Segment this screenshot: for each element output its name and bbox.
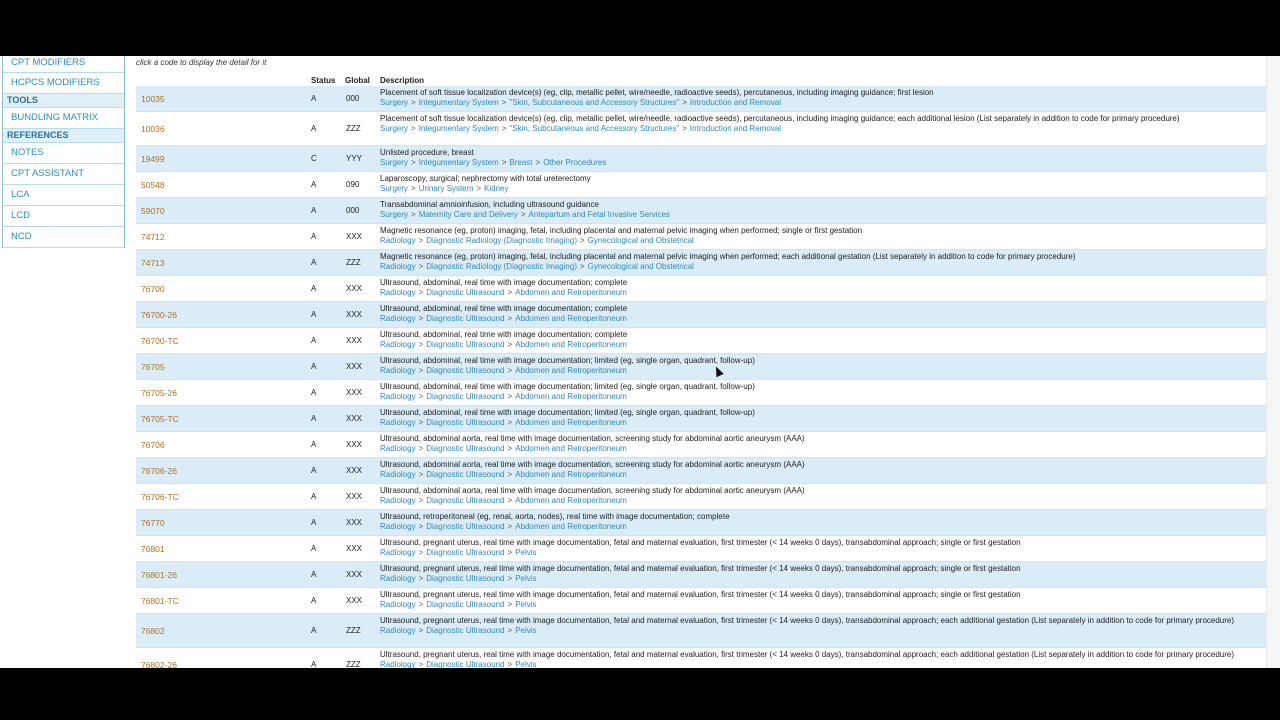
description-text: Ultrasound, abdominal, real time with image documentation; limited (eg, single organ, quadrant, follow-up) bbox=[380, 408, 755, 417]
breadcrumb-link[interactable]: Diagnostic Ultrasound bbox=[426, 573, 505, 583]
breadcrumb-link[interactable]: "Skin, Subcutaneous and Accessory Structures" bbox=[509, 97, 680, 107]
description-cell bbox=[380, 356, 1260, 376]
breadcrumb bbox=[380, 210, 1260, 220]
sidebar-item-lca[interactable]: LCA bbox=[3, 185, 124, 206]
table-row bbox=[136, 614, 1266, 648]
status-cell: A bbox=[311, 180, 317, 189]
breadcrumb-separator: > bbox=[418, 261, 424, 271]
table-row bbox=[136, 510, 1266, 536]
breadcrumb-link[interactable]: Diagnostic Ultrasound bbox=[426, 625, 505, 635]
breadcrumb-separator: > bbox=[507, 443, 513, 453]
description-text: Ultrasound, retroperitoneal (eg, renal, aorta, nodes), real time with image documentation; complete bbox=[380, 512, 730, 521]
breadcrumb-separator: > bbox=[507, 521, 513, 531]
description-cell bbox=[380, 460, 1260, 480]
codes-table bbox=[136, 86, 1266, 668]
global-cell: 000 bbox=[346, 206, 360, 215]
table-row bbox=[136, 458, 1266, 484]
table-row bbox=[136, 536, 1266, 562]
breadcrumb bbox=[380, 660, 1260, 669]
description-text: Placement of soft tissue localization device(s) (eg, clip, metallic pellet, wire/needle, radioactive seeds), percutaneous, including imaging guidance; each additional lesion (List separately in addition to code for primary procedure) bbox=[380, 114, 1180, 123]
breadcrumb-link[interactable]: Diagnostic Ultrasound bbox=[426, 659, 505, 668]
breadcrumb bbox=[380, 98, 1260, 108]
instruction-text: click a code to display the detail for it bbox=[136, 58, 267, 67]
breadcrumb-separator: > bbox=[501, 157, 507, 167]
breadcrumb-link[interactable]: Other Procedures bbox=[543, 157, 607, 167]
code-link[interactable]: 76705-TC bbox=[141, 413, 179, 424]
breadcrumb-link[interactable]: Radiology bbox=[380, 287, 416, 297]
breadcrumb bbox=[380, 496, 1260, 506]
breadcrumb bbox=[380, 288, 1260, 298]
breadcrumb-link[interactable]: Surgery bbox=[380, 157, 409, 167]
description-text: Ultrasound, abdominal, real time with image documentation; complete bbox=[380, 304, 628, 313]
table-row bbox=[136, 276, 1266, 302]
code-link[interactable]: 50548 bbox=[141, 179, 165, 190]
global-cell: YYY bbox=[346, 154, 363, 163]
code-link[interactable]: 76802-26 bbox=[141, 659, 177, 668]
breadcrumb-separator: > bbox=[507, 287, 513, 297]
breadcrumb bbox=[380, 444, 1260, 454]
table-row bbox=[136, 302, 1266, 328]
global-cell: XXX bbox=[346, 414, 363, 423]
breadcrumb-link[interactable]: Radiology bbox=[380, 339, 416, 349]
breadcrumb bbox=[380, 522, 1260, 532]
breadcrumb bbox=[380, 548, 1260, 558]
sidebar-nav bbox=[2, 56, 125, 248]
breadcrumb-link[interactable]: Abdomen and Retroperitoneum bbox=[515, 495, 627, 505]
description-text: Ultrasound, pregnant uterus, real time with image documentation, fetal and maternal evaluation, first trimester (< 14 weeks 0 days), transabdominal approach; each additional gestation (List separately in addition to code for primary procedure) bbox=[380, 650, 1235, 659]
global-cell: ZZZ bbox=[346, 124, 361, 133]
breadcrumb-separator: > bbox=[418, 659, 424, 668]
description-text: Ultrasound, pregnant uterus, real time with image documentation, fetal and maternal evaluation, first trimester (< 14 weeks 0 days), transabdominal approach; single or first gestation bbox=[380, 538, 1021, 547]
code-link[interactable]: 76700-26 bbox=[141, 309, 177, 320]
breadcrumb-separator: > bbox=[418, 391, 424, 401]
status-cell: C bbox=[311, 154, 317, 163]
breadcrumb-separator: > bbox=[580, 261, 585, 271]
breadcrumb-link[interactable]: Radiology bbox=[380, 417, 416, 427]
breadcrumb-link[interactable]: Radiology bbox=[380, 443, 416, 453]
description-cell bbox=[380, 174, 1260, 194]
breadcrumb-link[interactable]: Surgery bbox=[380, 209, 409, 219]
breadcrumb-link[interactable]: Radiology bbox=[380, 599, 416, 609]
global-cell: ZZZ bbox=[346, 258, 361, 267]
breadcrumb-link[interactable]: Diagnostic Ultrasound bbox=[426, 443, 505, 453]
global-cell: XXX bbox=[346, 570, 363, 579]
breadcrumb-separator: > bbox=[476, 183, 482, 193]
code-link[interactable]: 74713 bbox=[141, 257, 165, 268]
breadcrumb bbox=[380, 574, 1260, 584]
code-link[interactable]: 76802 bbox=[141, 625, 165, 636]
breadcrumb-link[interactable]: Diagnostic Ultrasound bbox=[426, 599, 505, 609]
status-cell: A bbox=[311, 440, 317, 449]
breadcrumb-link[interactable]: Diagnostic Ultrasound bbox=[426, 313, 505, 323]
breadcrumb-link[interactable]: Integumentary System bbox=[418, 123, 499, 133]
global-cell: XXX bbox=[346, 466, 363, 475]
description-cell bbox=[380, 382, 1260, 402]
description-text: Ultrasound, pregnant uterus, real time with image documentation, fetal and maternal evaluation, first trimester (< 14 weeks 0 days), transabdominal approach; each additional gestation (List separately in addition to code for primary procedure) bbox=[380, 616, 1235, 625]
breadcrumb-link[interactable]: Pelvis bbox=[515, 573, 537, 583]
breadcrumb-separator: > bbox=[418, 287, 424, 297]
breadcrumb bbox=[380, 600, 1260, 610]
breadcrumb-link[interactable]: Maternity Care and Delivery bbox=[418, 209, 518, 219]
table-row bbox=[136, 86, 1266, 112]
breadcrumb-separator: > bbox=[682, 123, 687, 133]
global-cell: 000 bbox=[346, 94, 360, 103]
sidebar-item-bundling-matrix[interactable]: BUNDLING MATRIX bbox=[3, 108, 124, 129]
breadcrumb-link[interactable]: Diagnostic Ultrasound bbox=[426, 339, 505, 349]
breadcrumb-separator: > bbox=[418, 339, 424, 349]
breadcrumb-link[interactable]: Diagnostic Ultrasound bbox=[426, 365, 505, 375]
breadcrumb-separator: > bbox=[418, 573, 424, 583]
breadcrumb-link[interactable]: Abdomen and Retroperitoneum bbox=[515, 313, 627, 323]
global-cell: XXX bbox=[346, 544, 363, 553]
table-row bbox=[136, 648, 1266, 668]
breadcrumb-link[interactable]: Kidney bbox=[484, 183, 509, 193]
description-text: Unlisted procedure, breast bbox=[380, 148, 474, 157]
breadcrumb-link[interactable]: Introduction and Removal bbox=[689, 123, 782, 133]
global-cell: XXX bbox=[346, 492, 363, 501]
sidebar-item-notes[interactable]: NOTES bbox=[3, 143, 124, 164]
description-text: Ultrasound, pregnant uterus, real time with image documentation, fetal and maternal evaluation, first trimester (< 14 weeks 0 days), transabdominal approach; single or first gestation bbox=[380, 564, 1021, 573]
breadcrumb-separator: > bbox=[418, 417, 424, 427]
breadcrumb-separator: > bbox=[418, 625, 424, 635]
breadcrumb-link[interactable]: Diagnostic Ultrasound bbox=[426, 469, 505, 479]
breadcrumb-separator: > bbox=[507, 391, 513, 401]
breadcrumb-link[interactable]: Diagnostic Radiology (Diagnostic Imaging) bbox=[426, 261, 577, 271]
breadcrumb-separator: > bbox=[411, 209, 416, 219]
breadcrumb-link[interactable]: Diagnostic Ultrasound bbox=[426, 417, 505, 427]
breadcrumb bbox=[380, 314, 1260, 324]
breadcrumb-link[interactable]: Introduction and Removal bbox=[689, 97, 782, 107]
breadcrumb bbox=[380, 340, 1260, 350]
breadcrumb bbox=[380, 626, 1260, 636]
table-row bbox=[136, 484, 1266, 510]
status-cell: A bbox=[311, 310, 317, 319]
table-row bbox=[136, 146, 1266, 172]
description-cell bbox=[380, 564, 1260, 584]
breadcrumb-separator: > bbox=[418, 313, 424, 323]
description-cell bbox=[380, 252, 1260, 272]
breadcrumb-link[interactable]: Pelvis bbox=[515, 625, 537, 635]
breadcrumb-link[interactable]: Surgery bbox=[380, 183, 409, 193]
description-text: Ultrasound, abdominal, real time with image documentation; complete bbox=[380, 278, 628, 287]
breadcrumb-separator: > bbox=[418, 365, 424, 375]
breadcrumb-link[interactable]: Abdomen and Retroperitoneum bbox=[515, 287, 627, 297]
breadcrumb-link[interactable]: Diagnostic Ultrasound bbox=[426, 495, 505, 505]
breadcrumb-link[interactable]: Pelvis bbox=[515, 547, 537, 557]
column-header-description: Description bbox=[380, 76, 425, 85]
status-cell: A bbox=[311, 232, 317, 241]
description-text: Ultrasound, pregnant uterus, real time with image documentation, fetal and maternal evaluation, first trimester (< 14 weeks 0 days), transabdominal approach; single or first gestation bbox=[380, 590, 1021, 599]
breadcrumb-link[interactable]: Radiology bbox=[380, 521, 416, 531]
app-window bbox=[0, 56, 1280, 668]
description-cell bbox=[380, 590, 1260, 610]
code-link[interactable]: 19499 bbox=[141, 153, 165, 164]
description-cell bbox=[380, 114, 1260, 134]
breadcrumb-link[interactable]: "Skin, Subcutaneous and Accessory Structures" bbox=[509, 123, 680, 133]
breadcrumb-separator: > bbox=[418, 443, 424, 453]
breadcrumb-separator: > bbox=[411, 123, 416, 133]
breadcrumb-link[interactable]: Surgery bbox=[380, 123, 409, 133]
status-cell: A bbox=[311, 626, 317, 635]
breadcrumb-link[interactable]: Gynecological and Obstetrical bbox=[587, 235, 694, 245]
breadcrumb-link[interactable]: Integumentary System bbox=[418, 97, 499, 107]
description-cell bbox=[380, 200, 1260, 220]
global-cell: XXX bbox=[346, 388, 363, 397]
breadcrumb-link[interactable]: Diagnostic Ultrasound bbox=[426, 521, 505, 531]
breadcrumb-link[interactable]: Radiology bbox=[380, 625, 416, 635]
breadcrumb bbox=[380, 184, 1260, 194]
breadcrumb bbox=[380, 470, 1260, 480]
description-cell bbox=[380, 408, 1260, 428]
table-row bbox=[136, 172, 1266, 198]
breadcrumb-separator: > bbox=[507, 365, 513, 375]
sidebar-item-cpt-assistant[interactable]: CPT ASSISTANT bbox=[3, 164, 124, 185]
status-cell: A bbox=[311, 518, 317, 527]
breadcrumb-separator: > bbox=[501, 97, 507, 107]
description-cell bbox=[380, 226, 1260, 246]
code-link[interactable]: 59070 bbox=[141, 205, 165, 216]
breadcrumb-separator: > bbox=[507, 469, 513, 479]
description-text: Transabdominal amnioinfusion, including ultrasound guidance bbox=[380, 200, 599, 209]
breadcrumb-separator: > bbox=[507, 339, 513, 349]
status-cell: A bbox=[311, 258, 317, 267]
breadcrumb-link[interactable]: Radiology bbox=[380, 365, 416, 375]
breadcrumb-separator: > bbox=[682, 97, 687, 107]
description-cell bbox=[380, 434, 1260, 454]
status-cell: A bbox=[311, 544, 317, 553]
code-link[interactable]: 76700-TC bbox=[141, 335, 179, 346]
description-cell bbox=[380, 650, 1260, 668]
breadcrumb-link[interactable]: Radiology bbox=[380, 391, 416, 401]
code-link[interactable]: 10035 bbox=[141, 93, 165, 104]
breadcrumb-link[interactable]: Diagnostic Ultrasound bbox=[426, 287, 505, 297]
table-row bbox=[136, 406, 1266, 432]
breadcrumb-link[interactable]: Abdomen and Retroperitoneum bbox=[515, 443, 627, 453]
sidebar-item-hcpcs-modifiers[interactable]: HCPCS MODIFIERS bbox=[3, 73, 124, 94]
breadcrumb-separator: > bbox=[520, 209, 526, 219]
breadcrumb-link[interactable]: Radiology bbox=[380, 261, 416, 271]
description-text: Ultrasound, abdominal, real time with image documentation; limited (eg, single organ, quadrant, follow-up) bbox=[380, 356, 755, 365]
global-cell: XXX bbox=[346, 362, 363, 371]
table-row bbox=[136, 224, 1266, 250]
description-cell bbox=[380, 330, 1260, 350]
status-cell: A bbox=[311, 414, 317, 423]
description-text: Ultrasound, abdominal, real time with image documentation; complete bbox=[380, 330, 628, 339]
breadcrumb-link[interactable]: Radiology bbox=[380, 573, 416, 583]
table-row bbox=[136, 328, 1266, 354]
breadcrumb-separator: > bbox=[411, 157, 416, 167]
breadcrumb bbox=[380, 262, 1260, 272]
code-link[interactable]: 10036 bbox=[141, 123, 165, 134]
description-text: Magnetic resonance (eg, proton) imaging, fetal, including placental and maternal pelvic imaging when performed; single or first gestation bbox=[380, 226, 863, 235]
code-link[interactable]: 76700 bbox=[141, 283, 165, 294]
description-cell bbox=[380, 304, 1260, 324]
breadcrumb-separator: > bbox=[535, 157, 541, 167]
breadcrumb-separator: > bbox=[507, 573, 513, 583]
breadcrumb-link[interactable]: Radiology bbox=[380, 659, 416, 668]
breadcrumb-link[interactable]: Abdomen and Retroperitoneum bbox=[515, 339, 627, 349]
breadcrumb-link[interactable]: Diagnostic Ultrasound bbox=[426, 547, 505, 557]
status-cell: A bbox=[311, 362, 317, 371]
description-cell bbox=[380, 486, 1260, 506]
table-row bbox=[136, 588, 1266, 614]
breadcrumb-link[interactable]: Urinary System bbox=[418, 183, 474, 193]
global-cell: 090 bbox=[346, 180, 360, 189]
status-cell: A bbox=[311, 206, 317, 215]
code-link[interactable]: 74712 bbox=[141, 231, 165, 242]
breadcrumb-separator: > bbox=[418, 521, 424, 531]
breadcrumb-link[interactable]: Radiology bbox=[380, 313, 416, 323]
breadcrumb-separator: > bbox=[501, 123, 507, 133]
breadcrumb-separator: > bbox=[507, 599, 513, 609]
breadcrumb-separator: > bbox=[580, 235, 585, 245]
status-cell: A bbox=[311, 336, 317, 345]
description-cell bbox=[380, 616, 1260, 636]
breadcrumb-separator: > bbox=[507, 547, 513, 557]
description-cell bbox=[380, 88, 1260, 108]
description-cell bbox=[380, 148, 1260, 168]
breadcrumb-separator: > bbox=[418, 599, 424, 609]
breadcrumb-separator: > bbox=[507, 659, 513, 668]
breadcrumb-link[interactable]: Abdomen and Retroperitoneum bbox=[515, 365, 627, 375]
code-link[interactable]: 76801-26 bbox=[141, 569, 177, 580]
code-link[interactable]: 76801 bbox=[141, 543, 165, 554]
breadcrumb-separator: > bbox=[418, 469, 424, 479]
description-text: Ultrasound, abdominal aorta, real time with image documentation, screening study for abdominal aortic aneurysm (AAA) bbox=[380, 460, 805, 469]
table-row bbox=[136, 380, 1266, 406]
code-link[interactable]: 76706-26 bbox=[141, 465, 177, 476]
table-row bbox=[136, 112, 1266, 146]
global-cell: ZZZ bbox=[346, 626, 361, 635]
code-link[interactable]: 76706 bbox=[141, 439, 165, 450]
code-link[interactable]: 76706-TC bbox=[141, 491, 179, 502]
code-link[interactable]: 76705-26 bbox=[141, 387, 177, 398]
global-cell: XXX bbox=[346, 310, 363, 319]
description-text: Laparoscopy, surgical; nephrectomy with total ureterectomy bbox=[380, 174, 591, 183]
sidebar-item-lcd[interactable]: LCD bbox=[3, 206, 124, 227]
breadcrumb bbox=[380, 158, 1260, 168]
breadcrumb-separator: > bbox=[411, 183, 416, 193]
sidebar-item-ncd[interactable]: NCD bbox=[3, 227, 124, 248]
breadcrumb-link[interactable]: Gynecological and Obstetrical bbox=[587, 261, 694, 271]
breadcrumb-link[interactable]: Diagnostic Ultrasound bbox=[426, 391, 505, 401]
table-row bbox=[136, 562, 1266, 588]
breadcrumb-link[interactable]: Abdomen and Retroperitoneum bbox=[515, 391, 627, 401]
description-cell bbox=[380, 278, 1260, 298]
breadcrumb bbox=[380, 236, 1260, 246]
breadcrumb-link[interactable]: Radiology bbox=[380, 235, 416, 245]
global-cell: XXX bbox=[346, 518, 363, 527]
status-cell: A bbox=[311, 570, 317, 579]
breadcrumb-link[interactable]: Breast bbox=[509, 157, 533, 167]
code-link[interactable]: 76705 bbox=[141, 361, 165, 372]
breadcrumb-link[interactable]: Abdomen and Retroperitoneum bbox=[515, 469, 627, 479]
global-cell: XXX bbox=[346, 336, 363, 345]
table-row bbox=[136, 354, 1266, 380]
breadcrumb bbox=[380, 366, 1260, 376]
breadcrumb-link[interactable]: Radiology bbox=[380, 469, 416, 479]
status-cell: A bbox=[311, 124, 317, 133]
table-row bbox=[136, 250, 1266, 276]
breadcrumb-link[interactable]: Pelvis bbox=[515, 599, 537, 609]
breadcrumb bbox=[380, 418, 1260, 428]
status-cell: A bbox=[311, 660, 317, 668]
breadcrumb-separator: > bbox=[411, 97, 416, 107]
sidebar-section-references: REFERENCES bbox=[3, 129, 124, 143]
column-header-status: Status bbox=[311, 76, 336, 85]
sidebar-section-tools: TOOLS bbox=[3, 94, 124, 108]
table-header bbox=[136, 76, 1266, 85]
breadcrumb-link[interactable]: Radiology bbox=[380, 547, 416, 557]
breadcrumb-separator: > bbox=[418, 235, 424, 245]
description-text: Magnetic resonance (eg, proton) imaging, fetal, including placental and maternal pelvic imaging when performed; each additional gestation (List separately in addition to code for primary procedure) bbox=[380, 252, 1076, 261]
column-header-global: Global bbox=[345, 76, 370, 85]
breadcrumb-separator: > bbox=[507, 313, 513, 323]
breadcrumb-link[interactable]: Radiology bbox=[380, 495, 416, 505]
vertical-scrollbar[interactable] bbox=[1266, 56, 1280, 668]
description-cell bbox=[380, 538, 1260, 558]
breadcrumb bbox=[380, 124, 1260, 134]
global-cell: XXX bbox=[346, 232, 363, 241]
breadcrumb-link[interactable]: Antepartum and Fetal Invasive Services bbox=[528, 209, 670, 219]
description-text: Ultrasound, abdominal, real time with image documentation; limited (eg, single organ, quadrant, follow-up) bbox=[380, 382, 755, 391]
breadcrumb-link[interactable]: Pelvis bbox=[515, 659, 537, 668]
status-cell: A bbox=[311, 596, 317, 605]
breadcrumb-link[interactable]: Integumentary System bbox=[418, 157, 499, 167]
breadcrumb bbox=[380, 392, 1260, 402]
breadcrumb-separator: > bbox=[418, 547, 424, 557]
breadcrumb-link[interactable]: Surgery bbox=[380, 97, 409, 107]
breadcrumb-separator: > bbox=[418, 495, 424, 505]
breadcrumb-separator: > bbox=[507, 417, 513, 427]
status-cell: A bbox=[311, 466, 317, 475]
sidebar-item-cpt-modifiers[interactable]: CPT MODIFIERS bbox=[3, 56, 124, 73]
breadcrumb-separator: > bbox=[507, 625, 513, 635]
global-cell: ZZZ bbox=[346, 660, 361, 668]
breadcrumb-link[interactable]: Abdomen and Retroperitoneum bbox=[515, 417, 627, 427]
breadcrumb-separator: > bbox=[507, 495, 513, 505]
description-cell bbox=[380, 512, 1260, 532]
code-link[interactable]: 76801-TC bbox=[141, 595, 179, 606]
code-link[interactable]: 76770 bbox=[141, 517, 165, 528]
breadcrumb-link[interactable]: Abdomen and Retroperitoneum bbox=[515, 521, 627, 531]
global-cell: XXX bbox=[346, 596, 363, 605]
description-text: Placement of soft tissue localization device(s) (eg, clip, metallic pellet, wire/needle, radioactive seeds), percutaneous, including imaging guidance; first lesion bbox=[380, 88, 934, 97]
status-cell: A bbox=[311, 388, 317, 397]
status-cell: A bbox=[311, 492, 317, 501]
status-cell: A bbox=[311, 284, 317, 293]
status-cell: A bbox=[311, 94, 317, 103]
description-text: Ultrasound, abdominal aorta, real time with image documentation, screening study for abdominal aortic aneurysm (AAA) bbox=[380, 486, 805, 495]
table-row bbox=[136, 432, 1266, 458]
description-text: Ultrasound, abdominal aorta, real time with image documentation, screening study for abdominal aortic aneurysm (AAA) bbox=[380, 434, 805, 443]
global-cell: XXX bbox=[346, 440, 363, 449]
global-cell: XXX bbox=[346, 284, 363, 293]
breadcrumb-link[interactable]: Diagnostic Radiology (Diagnostic Imaging) bbox=[426, 235, 577, 245]
table-row bbox=[136, 198, 1266, 224]
